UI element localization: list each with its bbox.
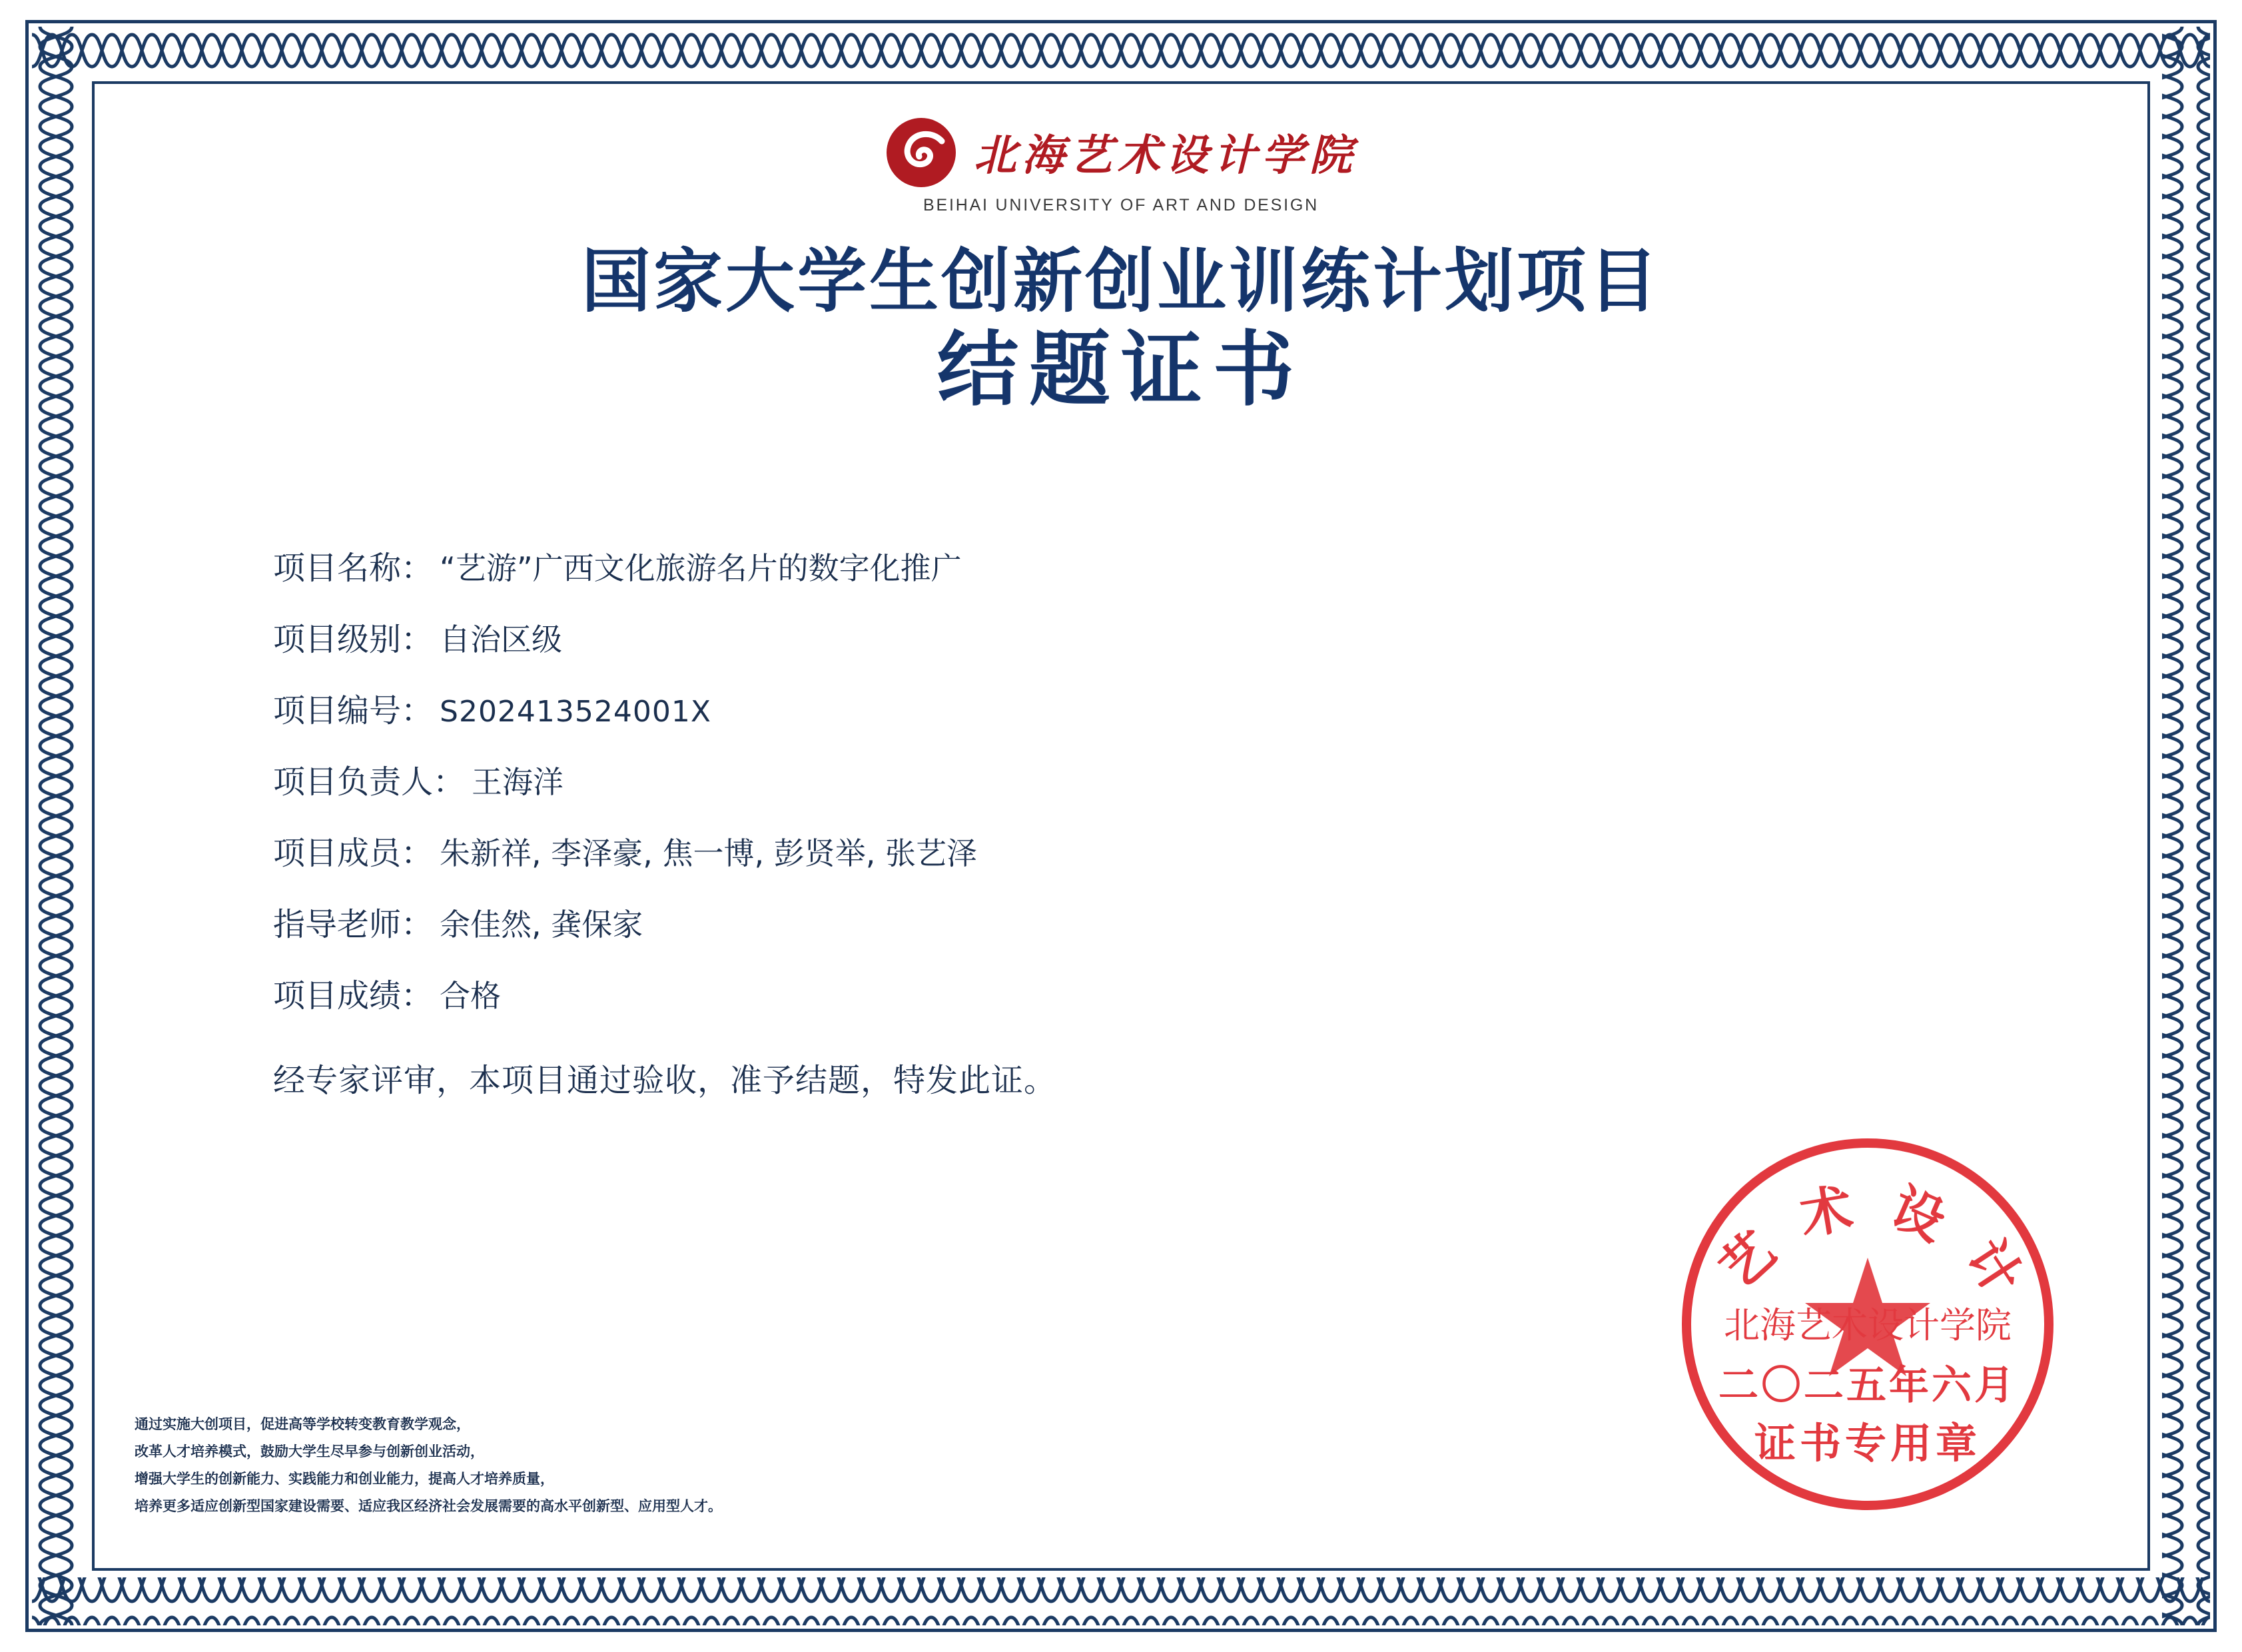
field-value: 合格 (440, 978, 502, 1014)
institution-logo-block (100, 116, 2142, 215)
field-label: 项目成绩： (273, 977, 434, 1015)
footer-note-line: 通过实施大创项目，促进高等学校转变教育教学观念， (135, 1416, 470, 1433)
field-label: 项目名称： (273, 550, 434, 587)
field-project-level (273, 614, 2062, 659)
field-value: “艺游”广西文化旅游名片的数字化推广 (440, 550, 962, 586)
field-label: 项目成员： (273, 835, 434, 872)
seal-center-name: 北海艺术设计学院 (1724, 1304, 2012, 1346)
field-value: 自治区级 (440, 621, 563, 657)
field-label: 项目负责人： (273, 763, 466, 801)
certificate-title-line1: 国家大学生创新创业训练计划项目 (581, 240, 1661, 322)
field-label: 项目编号： (273, 692, 434, 729)
seal-date-text: 二〇二五年六月 (1718, 1362, 2017, 1409)
footer-note (135, 1411, 722, 1520)
field-project-name (273, 542, 2062, 588)
field-value: S202413524001X (440, 695, 712, 729)
seal-arc-text: 艺术设计 (1708, 1172, 2050, 1332)
field-project-leader (273, 756, 2062, 802)
official-seal (1668, 1124, 2067, 1524)
field-value: 余佳然, 龚保家 (440, 907, 643, 943)
field-project-number (273, 685, 2062, 731)
seal-bottom-text: 证书专用章 (1754, 1419, 1982, 1467)
field-project-members (273, 827, 2062, 873)
certificate-content (100, 89, 2142, 1563)
field-value: 朱新祥, 李泽豪, 焦一博, 彭贤举, 张艺泽 (440, 835, 977, 871)
logo-chinese-name: 北海艺术设计学院 (974, 131, 1357, 181)
certificate-title-line2: 结题证书 (937, 321, 1305, 417)
field-label: 指导老师： (273, 906, 434, 943)
field-label: 项目级别： (273, 621, 434, 658)
footer-note-line: 培养更多适应创新型国家建设需要、适应我区经济社会发展需要的高水平创新型、应用型人才。 (135, 1497, 722, 1515)
approval-statement: 经专家评审，本项目通过验收，准予结题，特发此证。 (273, 1062, 1057, 1099)
field-project-grade (273, 970, 2062, 1016)
field-value: 王海洋 (472, 764, 564, 800)
fields-list (273, 542, 2062, 1100)
spiral-wave-logo-icon (885, 116, 956, 188)
logo-english-name: BEIHAI UNIVERSITY OF ART AND DESIGN (923, 196, 1319, 214)
footer-note-line: 改革人才培养模式，鼓励大学生尽早参与创新创业活动， (135, 1443, 484, 1460)
footer-note-line: 增强大学生的创新能力、实践能力和创业能力，提高人才培养质量， (135, 1470, 554, 1487)
field-advisors (273, 899, 2062, 945)
